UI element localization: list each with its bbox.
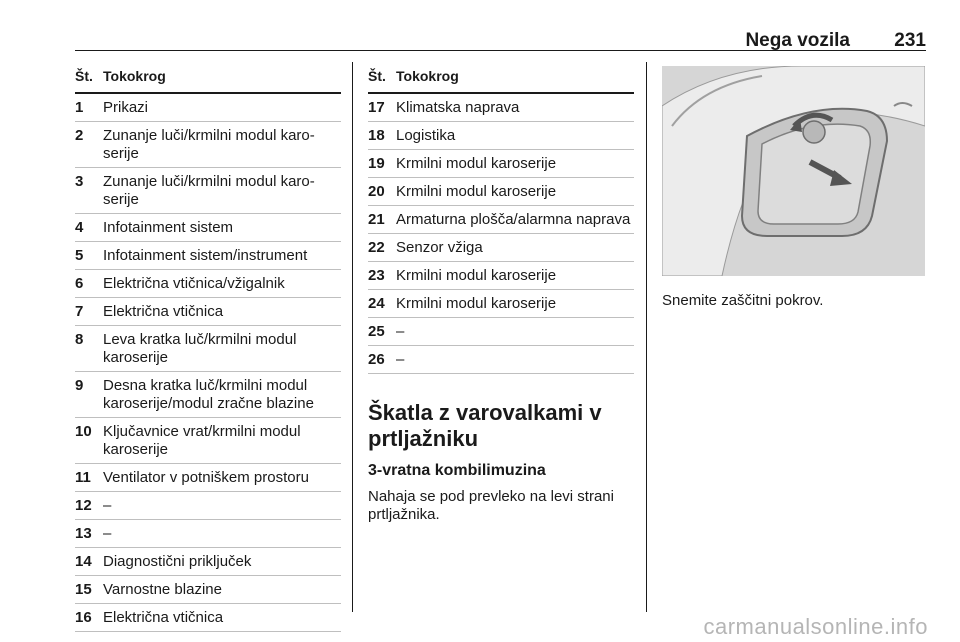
fuse-number: 11 [75, 469, 91, 486]
circuit-label: Krmilni modul karoserije [396, 183, 557, 200]
circuit-label: Varnostne blazine [103, 581, 222, 598]
fuse-number: 17 [368, 99, 385, 116]
table-body [368, 94, 634, 374]
section-title: Škatla z varovalkami v prtljažniku [368, 400, 602, 451]
page-header [75, 0, 926, 51]
fuse-number: 25 [368, 323, 385, 340]
trunk-fuse-cover-illustration [662, 66, 925, 276]
table-row [75, 94, 341, 122]
circuit-label: Senzor vžiga [396, 239, 483, 256]
column-divider [646, 62, 647, 612]
table-row [75, 168, 341, 214]
circuit-label: – [103, 525, 112, 542]
fuse-number: 14 [75, 553, 92, 570]
circuit-label: Logistika [396, 127, 456, 144]
fuse-table-left [75, 62, 341, 632]
table-row [368, 290, 634, 318]
illustration-svg [662, 66, 925, 276]
table-row [75, 298, 341, 326]
fuse-number: 26 [368, 351, 385, 368]
fuse-number: 3 [75, 173, 84, 190]
circuit-label: Klimatska naprava [396, 99, 520, 116]
circuit-label: Leva kratka luč/krmilni modul karoserije [103, 331, 297, 366]
table-row [368, 122, 634, 150]
circuit-label: Armaturna plošča/alarmna naprava [396, 211, 631, 228]
fuse-number: 22 [368, 239, 385, 256]
fuse-number: 6 [75, 275, 84, 292]
circuit-label: – [396, 323, 405, 340]
fuse-number: 4 [75, 219, 84, 236]
subsection-title: 3-vratna kombilimuzina [368, 462, 546, 479]
table-row [75, 492, 341, 520]
fuse-number: 1 [75, 99, 84, 116]
table-header [368, 68, 634, 94]
table-row [368, 346, 634, 374]
circuit-label: Diagnostični priključek [103, 553, 252, 570]
table-row [75, 576, 341, 604]
fuse-number: 21 [368, 211, 385, 228]
fuse-table-right [368, 62, 634, 524]
circuit-label: Ključavnice vrat/krmilni modul karoserije [103, 423, 301, 458]
col-label-header: Tokokrog [103, 68, 166, 84]
table-row [75, 372, 341, 418]
fuse-number: 5 [75, 247, 84, 264]
circuit-label: Krmilni modul karoserije [396, 295, 557, 312]
circuit-label: Zunanje luči/krmilni modul karo- serije [103, 173, 315, 208]
fuse-number: 12 [75, 497, 92, 514]
circuit-label: Infotainment sistem [103, 219, 234, 236]
col-num-header: Št. [75, 68, 93, 84]
table-row [368, 318, 634, 346]
circuit-label: Infotainment sistem/instrument [103, 247, 308, 264]
column-divider [352, 62, 353, 612]
page-number: 231 [894, 30, 926, 51]
fuse-number: 9 [75, 377, 84, 394]
fuse-number: 16 [75, 609, 92, 626]
circuit-label: Prikazi [103, 99, 149, 116]
fuse-number: 24 [368, 295, 385, 312]
table-row [75, 270, 341, 298]
circuit-label: Krmilni modul karoserije [396, 155, 557, 172]
col-num-header: Št. [368, 68, 386, 84]
fuse-number: 10 [75, 423, 92, 440]
fuse-number: 7 [75, 303, 84, 320]
fuse-number: 2 [75, 127, 84, 144]
table-header [75, 68, 341, 94]
circuit-label: Električna vtičnica [103, 609, 224, 626]
table-row [75, 122, 341, 168]
table-row [368, 206, 634, 234]
table-row [75, 326, 341, 372]
circuit-label: Desna kratka luč/krmilni modul karoserije/modul zračne blazine [103, 377, 314, 412]
table-row [75, 520, 341, 548]
figure-caption: Snemite zaščitni pokrov. [662, 292, 824, 309]
table-row [75, 418, 341, 464]
table-row [368, 262, 634, 290]
watermark: carmanualsonline.info [703, 614, 928, 639]
fuse-number: 19 [368, 155, 385, 172]
fuse-number: 15 [75, 581, 92, 598]
circuit-label: Zunanje luči/krmilni modul karo- serije [103, 127, 315, 162]
table-body [75, 94, 341, 632]
fuse-number: 18 [368, 127, 385, 144]
table-row [368, 150, 634, 178]
table-row [368, 178, 634, 206]
circuit-label: Električna vtičnica/vžigalnik [103, 275, 285, 292]
col-label-header: Tokokrog [396, 68, 459, 84]
table-row [368, 94, 634, 122]
table-row [75, 214, 341, 242]
circuit-label: – [103, 497, 112, 514]
fuse-number: 8 [75, 331, 84, 348]
fuse-number: 23 [368, 267, 385, 284]
table-row [75, 464, 341, 492]
table-row [75, 242, 341, 270]
table-row [75, 604, 341, 632]
header-title: Nega vozila [745, 30, 850, 51]
circuit-label: Krmilni modul karoserije [396, 267, 557, 284]
circuit-label: Ventilator v potniškem prostoru [103, 469, 309, 486]
table-row [75, 548, 341, 576]
circuit-label: – [396, 351, 405, 368]
fuse-number: 20 [368, 183, 385, 200]
table-row [368, 234, 634, 262]
circuit-label: Električna vtičnica [103, 303, 224, 320]
section-text: Nahaja se pod prevleko na levi strani prtljažnika. [368, 488, 614, 523]
fuse-number: 13 [75, 525, 92, 542]
